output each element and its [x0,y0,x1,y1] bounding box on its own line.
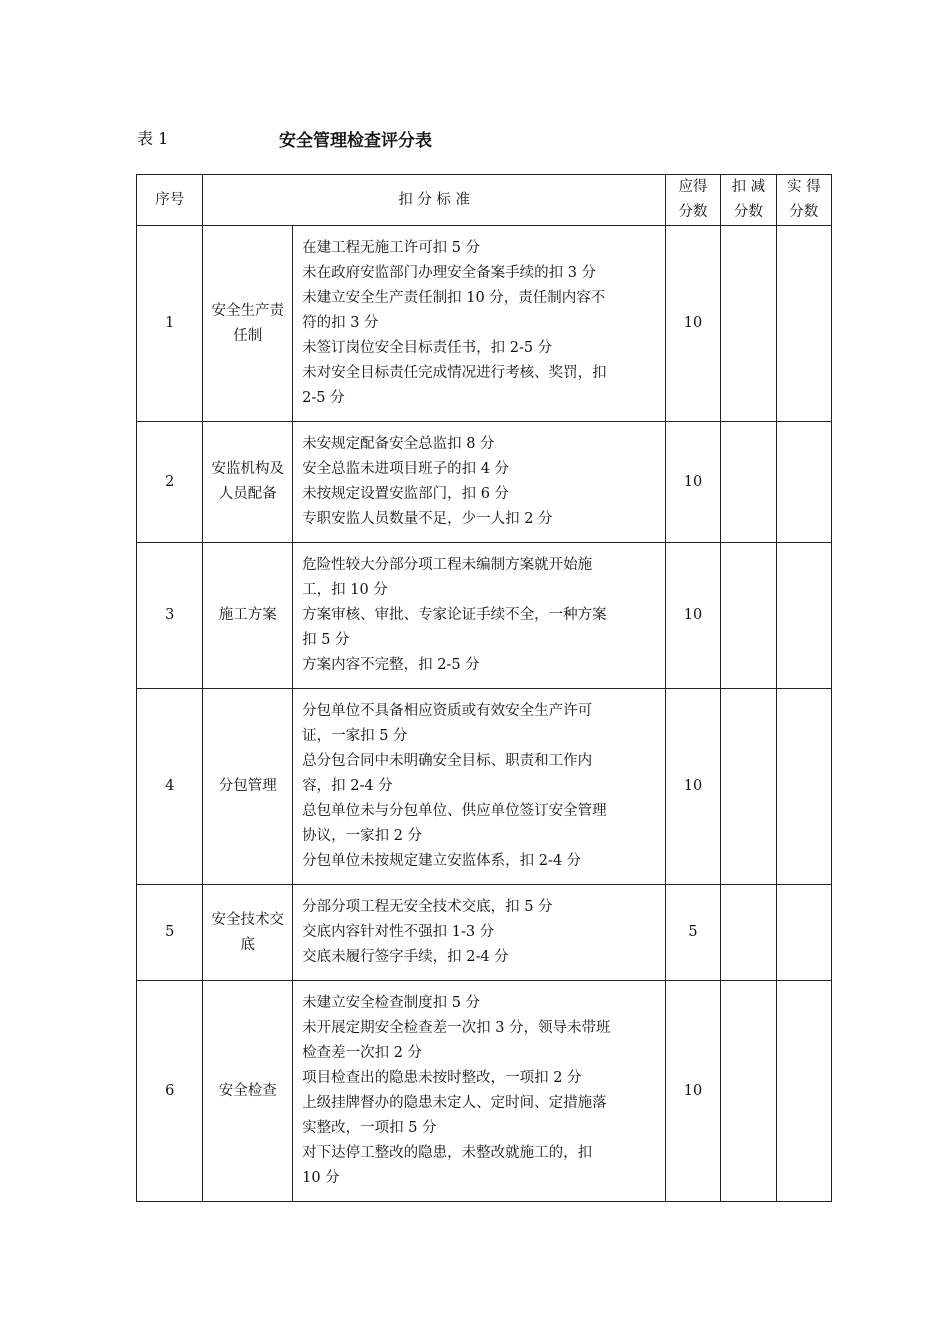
header-actual-line: 分数 [789,204,819,220]
criteria-line: 交底未履行签字手续，扣 2-4 分 [302,949,509,965]
row-item-label: 安全技术交底 [211,911,285,953]
criteria-line: 安全总监未进项目班子的扣 4 分 [302,461,510,477]
row-item [203,422,293,543]
row-criteria [293,226,666,422]
criteria-line: 方案内容不完整，扣 2-5 分 [302,657,480,673]
row-number: 1 [137,226,203,422]
row-item [203,981,293,1202]
row-deduct [721,422,776,543]
criteria-line: 专职安监人员数量不足，少一人扣 2 分 [302,511,553,527]
row-item [203,226,293,422]
criteria-line: 未建立安全检查制度扣 5 分 [302,995,481,1011]
criteria-line: 容，扣 2-4 分 [302,778,393,794]
row-deduct [721,689,776,885]
criteria-line: 未建立安全生产责任制扣 10 分，责任制内容不 [302,290,606,306]
criteria-line: 扣 5 分 [302,632,350,648]
header-deduct [721,175,776,226]
row-score: 10 [665,422,720,543]
row-deduct [721,885,776,981]
row-actual [776,689,831,885]
row-number: 3 [137,543,203,689]
row-criteria [293,981,666,1202]
criteria-line: 未对安全目标责任完成情况进行考核、奖罚，扣 [302,365,607,381]
header-actual [776,175,831,226]
row-score: 10 [665,543,720,689]
row-number: 4 [137,689,203,885]
header-deduct-line: 分数 [733,204,763,220]
criteria-line: 方案审核、审批、专家论证手续不全，一种方案 [302,607,607,623]
row-criteria [293,422,666,543]
criteria-line: 10 分 [302,1170,340,1186]
criteria-line: 符的扣 3 分 [302,315,379,331]
table-row [137,689,832,885]
row-item-label: 分包管理 [218,778,277,794]
table-label: 表 1 [137,129,169,148]
criteria-line: 工，扣 10 分 [302,582,388,598]
row-item-label: 安监机构及人员配备 [211,461,285,502]
criteria-line: 危险性较大分部分项工程未编制方案就开始施 [302,557,593,573]
scoring-table [136,174,832,1202]
header-no: 序号 [137,175,203,226]
header-actual-line: 实 得 [786,179,821,195]
table-row [137,422,832,543]
criteria-line: 证，一家扣 5 分 [302,728,408,744]
header-criteria: 扣 分 标 准 [203,175,665,226]
row-score: 10 [665,981,720,1202]
table-header-row [137,175,832,226]
criteria-line: 对下达停工整改的隐患，未整改就施工的，扣 [302,1145,593,1161]
row-item [203,543,293,689]
row-item [203,885,293,981]
title-row [137,126,837,150]
table-row [137,981,832,1202]
criteria-line: 项目检查出的隐患未按时整改，一项扣 2 分 [302,1070,582,1086]
criteria-line: 分包单位不具备相应资质或有效安全生产许可 [302,703,593,719]
criteria-line: 分部分项工程无安全技术交底，扣 5 分 [302,899,553,915]
criteria-line: 未按规定设置安监部门，扣 6 分 [302,486,510,502]
row-score: 10 [665,689,720,885]
row-item-label: 施工方案 [218,607,277,623]
row-score: 5 [665,885,720,981]
table-row [137,226,832,422]
row-score: 10 [665,226,720,422]
row-actual [776,981,831,1202]
row-number: 6 [137,981,203,1202]
header-score-line: 应得 [678,179,708,195]
table-row [137,543,832,689]
row-actual [776,422,831,543]
row-number: 2 [137,422,203,543]
header-deduct-line: 扣 减 [731,179,766,195]
criteria-line: 未签订岗位安全目标责任书，扣 2-5 分 [302,340,553,356]
criteria-line: 分包单位未按规定建立安监体系，扣 2-4 分 [302,853,582,869]
criteria-line: 检查差一次扣 2 分 [302,1045,423,1061]
criteria-line: 协议，一家扣 2 分 [302,828,423,844]
criteria-line: 在建工程无施工许可扣 5 分 [302,240,481,256]
row-item [203,689,293,885]
criteria-line: 实整改，一项扣 5 分 [302,1120,437,1136]
table-row [137,885,832,981]
row-criteria [293,543,666,689]
row-number: 5 [137,885,203,981]
criteria-line: 总分包合同中未明确安全目标、职责和工作内 [302,753,593,769]
criteria-line: 未在政府安监部门办理安全备案手续的扣 3 分 [302,265,597,281]
header-score [665,175,720,226]
row-criteria [293,689,666,885]
row-actual [776,543,831,689]
criteria-line: 总包单位未与分包单位、供应单位签订安全管理 [302,803,607,819]
row-deduct [721,543,776,689]
criteria-line: 未开展定期安全检查差一次扣 3 分，领导未带班 [302,1020,611,1036]
table-body [137,226,832,1202]
criteria-line: 上级挂牌督办的隐患未定人、定时间、定措施落 [302,1095,607,1111]
row-item-label: 安全检查 [218,1082,277,1099]
criteria-line: 交底内容针对性不强扣 1-3 分 [302,924,495,940]
header-score-line: 分数 [678,204,708,220]
row-actual [776,226,831,422]
criteria-line: 2-5 分 [302,390,345,406]
page-title: 安全管理检查评分表 [279,131,432,151]
row-deduct [721,226,776,422]
row-deduct [721,981,776,1202]
row-criteria [293,885,666,981]
row-item-label: 安全生产责任制 [211,302,285,344]
criteria-line: 未安规定配备安全总监扣 8 分 [302,436,495,452]
row-actual [776,885,831,981]
